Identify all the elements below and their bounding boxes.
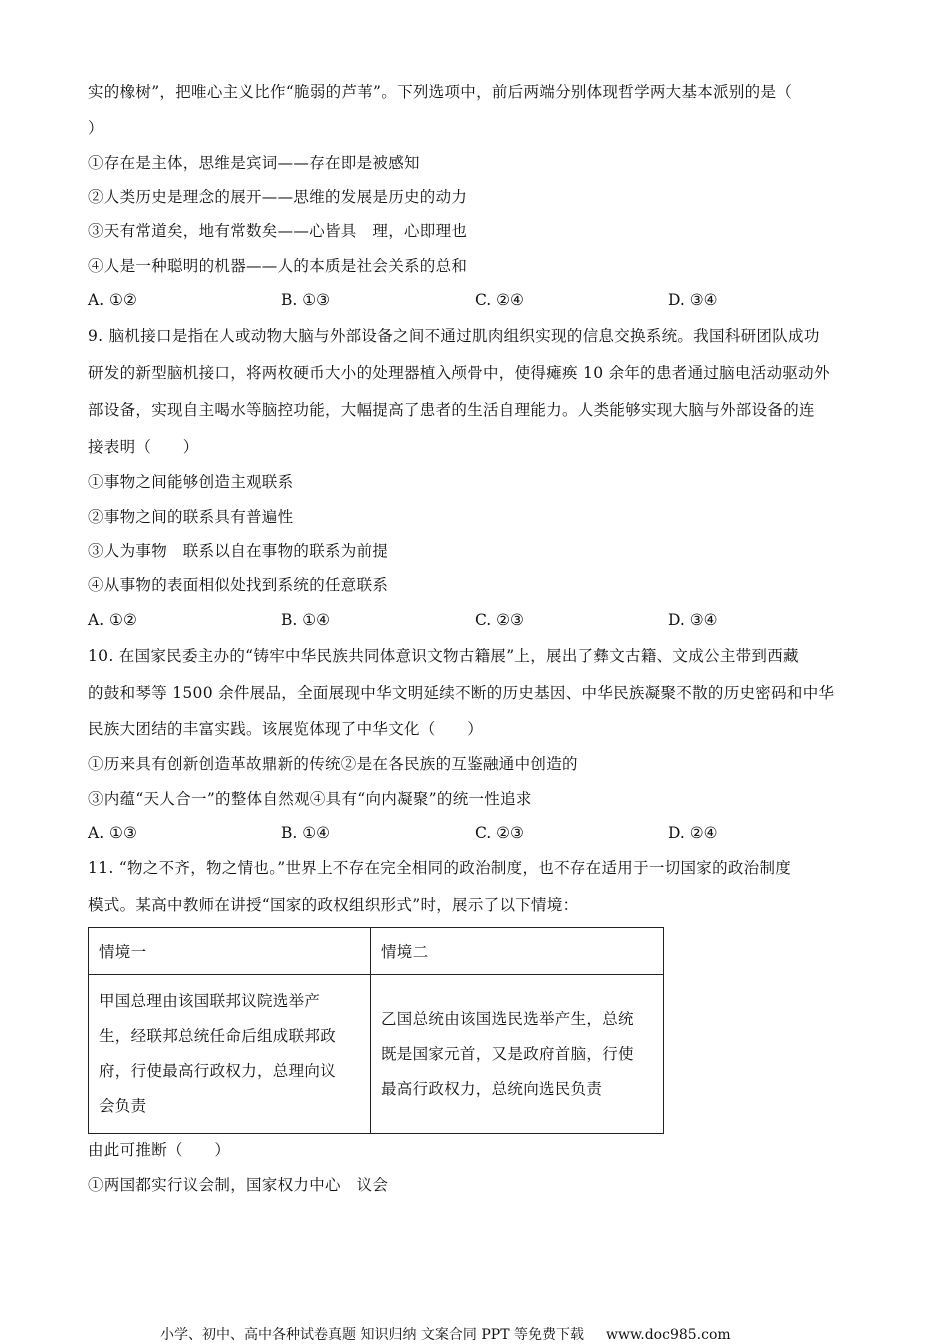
footer-text: 小学、初中、高中各种试卷真题 知识归纳 文案合同 PPT 等免费下载 [160, 1327, 584, 1343]
situation-table [88, 927, 664, 1134]
situation-1-line: 甲国总理由该国联邦议院选举产 [99, 992, 321, 1010]
q10-stem-line-1: 10. 在国家民委主办的“铸牢中华民族共同体意识文物古籍展”上，展出了彝文古籍、文成公主带到西藏 [88, 647, 799, 665]
q8-statement-3: ③天有常道矣，地有常数矣——心皆具 理，心即理也 [88, 222, 468, 240]
q8-stem-line-1: 实的橡树”，把唯心主义比作“脆弱的芦苇”。下列选项中，前后两端分别体现哲学两大基本派别的是（ [88, 83, 793, 101]
q10-option-c: C. ②③ [475, 824, 524, 842]
q8-option-b: B. ①③ [281, 291, 331, 309]
situation-1-line: 生，经联邦总统任命后组成联邦政 [99, 1027, 337, 1045]
q8-option-d: D. ③④ [668, 291, 718, 309]
q10-stem-line-3: 民族大团结的丰富实践。该展览体现了中华文化（ ） [88, 720, 484, 738]
q9-option-b: B. ①④ [281, 611, 331, 629]
q11-stem-line-1: 11. “物之不齐，物之情也。”世界上不存在完全相同的政治制度，也不存在适用于一切国家的政治制度 [88, 859, 792, 877]
footer-url[interactable]: www.doc985.com [605, 1327, 731, 1343]
q10-option-a: A. ①③ [88, 824, 137, 842]
q9-option-d: D. ③④ [668, 611, 718, 629]
q9-statement-1: ①事物之间能够创造主观联系 [88, 473, 294, 491]
situation-2-line: 乙国总统由该国选民选举产生，总统 [381, 1009, 634, 1028]
q8-statement-4: ④人是一种聪明的机器——人的本质是社会关系的总和 [88, 257, 468, 275]
q11-after-table: 由此可推断（ ） [88, 1141, 231, 1159]
q10-option-b: B. ①④ [281, 824, 331, 842]
page-footer [160, 1324, 731, 1344]
situation-1-line: 会负责 [99, 1097, 147, 1115]
situation-2-line: 最高行政权力，总统向选民负责 [381, 1079, 603, 1098]
table-cell-situation-1 [89, 975, 371, 1134]
table-header-situation-1: 情境一 [89, 928, 371, 975]
q9-stem-line-4: 接表明（ ） [88, 438, 199, 456]
q9-stem-line-2: 研发的新型脑机接口，将两枚硬币大小的处理器植入颅骨中，使得瘫痪 10 余年的患者通过脑电活动驱动外 [88, 364, 830, 382]
q10-statement-2: ③内蕴“天人合一”的整体自然观④具有“向内凝聚”的统一性追求 [88, 790, 532, 808]
q9-statement-4: ④从事物的表面相似处找到系统的任意联系 [88, 576, 389, 594]
q9-statement-2: ②事物之间的联系具有普遍性 [88, 508, 294, 526]
table-header-situation-2: 情境二 [371, 928, 664, 975]
table-cell-situation-2 [371, 975, 664, 1134]
q8-option-c: C. ②④ [475, 291, 524, 309]
q9-stem-line-1: 9. 脑机接口是指在人或动物大脑与外部设备之间不通过肌肉组织实现的信息交换系统。我国科研团队成功 [88, 327, 820, 345]
q9-option-c: C. ②③ [475, 611, 524, 629]
q11-stem-line-2: 模式。某高中教师在讲授“国家的政权组织形式”时，展示了以下情境： [88, 896, 579, 914]
q9-statement-3: ③人为事物 联系以自在事物的联系为前提 [88, 542, 389, 560]
q10-statement-1: ①历来具有创新创造革故鼎新的传统②是在各民族的互鉴融通中创造的 [88, 755, 578, 773]
q9-option-a: A. ①② [88, 611, 137, 629]
q9-stem-line-3: 部设备，实现自主喝水等脑控功能，大幅提高了患者的生活自理能力。人类能够实现大脑与外部设备的连 [88, 401, 815, 419]
situation-2-line: 既是国家元首，又是政府首脑，行使 [381, 1044, 634, 1063]
q11-statement-1: ①两国都实行议会制，国家权力中心 议会 [88, 1176, 389, 1194]
q8-statement-2: ②人类历史是理念的展开——思维的发展是历史的动力 [88, 188, 468, 206]
q8-statement-1: ①存在是主体，思维是宾词——存在即是被感知 [88, 154, 420, 172]
q10-stem-line-2: 的鼓和琴等 1500 余件展品，全面展现中华文明延续不断的历史基因、中华民族凝聚不散的历史密码和中华 [88, 684, 835, 702]
situation-1-line: 府，行使最高行政权力，总理向议 [99, 1062, 337, 1080]
q8-option-a: A. ①② [88, 291, 137, 309]
q10-option-d: D. ②④ [668, 824, 718, 842]
q8-stem-line-2: ） [88, 119, 104, 137]
